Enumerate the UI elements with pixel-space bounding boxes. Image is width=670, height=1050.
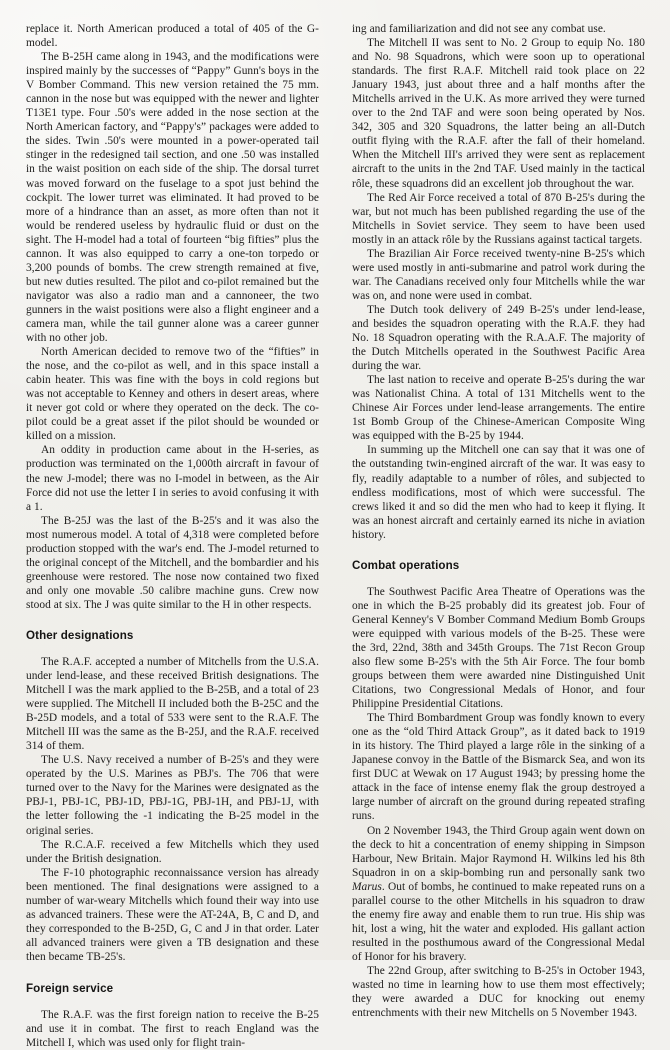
paragraph: The U.S. Navy received a number of B-25's and they were operated by the U.S. Marines as PBJ's. The 706 that were turned over to the Navy for the Marines were designated as the PBJ-1, PBJ-1C, PBJ-1D, PBJ-1G, PBJ-1H, and PBJ-1J, with the letter following the -1 indicating the B-25 model in the original series. bbox=[26, 754, 319, 837]
paragraph: An oddity in production came about in the H-series, as production was terminated on the 1,000th aircraft in favour of the new J-model; there was no I-model in between, as the Air Force did not use the letter I in series to avoid confusing it with a 1. bbox=[26, 444, 319, 513]
paragraph: replace it. North American produced a total of 405 of the G-model. bbox=[26, 23, 319, 50]
paragraph: The 22nd Group, after switching to B-25's in October 1943, wasted no time in learning how to use them most effectively; they were awarded a DUC for knocking out enemy entrenchments with their new Mitchells on 5 November 1943. bbox=[352, 965, 645, 1020]
paragraph: The Third Bombardment Group was fondly known to every one as the “old Third Attack Group”, as it dated back to 1919 in its history. The Third played a large rôle in the sinking of a Japanese convoy in the Battle of the Bismarck Sea, and won its first DUC at Wewak on 17 August 1943; by pressing home the attack in the face of intense enemy flak the group destroyed a large number of aircraft on the ground during repeated strafing runs. bbox=[352, 712, 645, 823]
paragraph: On 2 November 1943, the Third Group again went down on the deck to hit a concentration of enemy shipping in Simpson Harbour, New Britain. Major Raymond H. Wilkins led his 8th Squadron in on a skip-bombing run and personally sank two Marus. Out of bombs, he continued to make repeated runs on a parallel course to the other Mitchells in his squadron to draw the enemy fire away and enable them to run true. His ship was hit, lost a wing, hit the water and exploded. His gallant action resulted in the posthumous award of the Congressional Medal of Honor for his bravery. bbox=[352, 824, 645, 963]
paragraph: The R.C.A.F. received a few Mitchells which they used under the British designation. bbox=[26, 838, 319, 865]
left-column bbox=[26, 22, 319, 1050]
paragraph: The last nation to receive and operate B-25's during the war was Nationalist China. A total of 131 Mitchells went to the Chinese Air Forces under lend-lease arrangements. The entire 1st Bomb Group of the Chinese-American Composite Wing was equipped with the B-25 by 1944. bbox=[352, 374, 645, 443]
paragraph: The F-10 photographic reconnaissance version has already been mentioned. The final designations were assigned to a number of war-weary Mitchells which found their way into use as advanced trainers. These were the AT-24A, B, C and D, and they corresponded to the B-25D, G, C and J in that order. Later all advanced trainers were given a TB designation and these then became TB-25's. bbox=[26, 866, 319, 963]
paragraph: In summing up the Mitchell one can say that it was one of the outstanding twin-engined aircraft of the war. It was easy to fly, readily adaptable to a number of rôles, and subjected to endless modifications, most of which were successful. The crews liked it and so did the men who had to keep it flying. It was an honest aircraft and certainly earned its niche in aviation history. bbox=[352, 444, 645, 541]
paragraph: The B-25J was the last of the B-25's and it was also the most numerous model. A total of 4,318 were completed before production stopped with the war's end. The J-model returned to the original concept of the Mitchell, and the bombardier and his greenhouse were restored. The nose now contained two fixed and only one movable .50 calibre machine guns. Crew now stood at six. The J was quite similar to the H in other respects. bbox=[26, 514, 319, 611]
paragraph: North American decided to remove two of the “fifties” in the nose, and the co-pilot as well, and in this space install a cabin heater. This was fine with the boys in cold regions but was not acceptable to Kenney and others in desert areas, where it never got cold or where they operated on the deck. The co-pilot could be a great asset if the pilot should be wounded or killed on a mission. bbox=[26, 346, 319, 443]
paragraph: The Mitchell II was sent to No. 2 Group to equip No. 180 and No. 98 Squadrons, which were soon up to operational standards. The first R.A.F. Mitchell raid took place on 22 January 1943, just about three and a half months after the Mitchells arrived in the U.K. As more arrived they were turned over to the 2nd TAF and were soon being operated by Nos. 342, 305 and 320 Squadrons, the latter being an all-Dutch outfit flying with the R.A.F. after the fall of their homeland. When the Mitchell III's arrived they were sent as replacement aircraft to the units in the 2nd TAF. Used mainly in the tactical rôle, these squadrons did an excellent job throughout the war. bbox=[352, 37, 645, 190]
paragraph: The B-25H came along in 1943, and the modifications were inspired mainly by the successes of “Pappy” Gunn's boys in the V Bomber Command. This new version retained the 75 mm. cannon in the nose but was equipped with the newer and lighter T13E1 type. Four .50's were added in the nose section at the North American factory, and “Pappy's” packages were added to the sides. Twin .50's were mounted in a power-operated tail stinger in the redesigned tail section, and one .50 was installed in the waist position on each side of the ship. The dorsal turret was moved forward on the fuselage to a spot just behind the cockpit. The lower turret was eliminated. It had proved to be more of a hindrance than an asset, as more often than not it would be rendered useless by hydraulic fluid or dust on the sight. The H-model had a total of fourteen “big fifties” plus the cannon. It was also equipped to carry a one-ton torpedo or 3,200 pounds of bombs. The crew strength remained at five, but new duties resulted. The pilot and co-pilot remained but the navigator was also a radio man and a cannoneer, the two gunners in the waist positions were also a flight engineer and a camera man, while the tail gunner alone was a career gunner with no other job. bbox=[26, 51, 319, 345]
section-heading-other-designations: Other designations bbox=[26, 628, 134, 642]
paragraph: The Dutch took delivery of 249 B-25's under lend-lease, and besides the squadron operating with the R.A.F. they had No. 18 Squadron operating with the R.A.A.F. The majority of the Dutch Mitchells operated in the Southwest Pacific Area during the war. bbox=[352, 303, 645, 373]
paragraph: The R.A.F. accepted a number of Mitchells from the U.S.A. under lend-lease, and these received British designations. The Mitchell I was the mark applied to the B-25B, and a total of 23 were supplied. The Mitchell II included both the B-25C and the B-25D models, and a total of 533 were sent to the R.A.F. The Mitchell III was the same as the B-25J, and the R.A.F. received 314 of them. bbox=[26, 655, 319, 753]
section-heading-foreign-service: Foreign service bbox=[26, 982, 114, 995]
right-column bbox=[352, 22, 645, 1020]
paragraph: The Southwest Pacific Area Theatre of Operations was the one in which the B-25 probably did its greatest job. Four of General Kenney's V Bomber Command Medium Bomb Groups were equipped with various models of the B-25. These were the 3rd, 22nd, 38th and 345th Groups. The 71st Recon Group also flew some B-25's with the 5th Air Force. The four bomb groups between them were awarded nine Distinguished Unit Citations, two Congressional Medals of Honor, and four Philippine Presidential Citations. bbox=[352, 585, 645, 711]
paragraph: The R.A.F. was the first foreign nation to receive the B-25 and use it in combat. The first to reach England was the Mitchell I, which was used only for flight train- bbox=[26, 1009, 319, 1050]
two-column-body bbox=[26, 22, 646, 1050]
paragraph: ing and familiarization and did not see any combat use. bbox=[352, 23, 606, 35]
italic-term: Marus bbox=[352, 880, 382, 893]
paragraph: The Brazilian Air Force received twenty-nine B-25's which were used mostly in anti-submarine and patrol work during the war. The Canadians received only four Mitchells while the war was on, and none were used in combat. bbox=[352, 247, 645, 302]
section-heading-combat-operations: Combat operations bbox=[352, 558, 460, 572]
paragraph: The Red Air Force received a total of 870 B-25's during the war, but not much has been published regarding the use of the Mitchells in Soviet service. They seem to have been used mostly in an attack rôle by the Russians against tactical targets. bbox=[352, 191, 645, 246]
